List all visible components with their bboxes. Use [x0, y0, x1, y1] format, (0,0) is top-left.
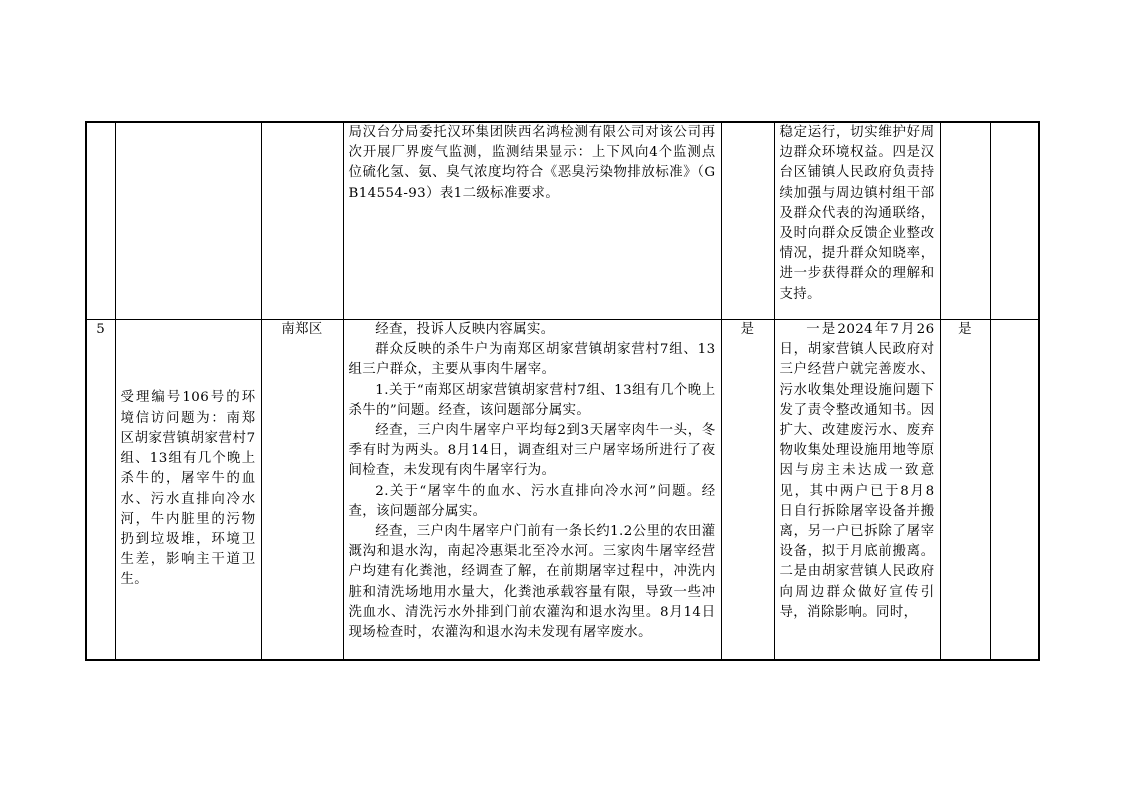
cell-measures: 一是2024年7月26日，胡家营镇人民政府对三户经营户就完善废水、污水收集处理设施问题下发了责令整改通知书。因扩大、改建废污水、废弃物收集处理设施用地等原因与房主未达成一致意见，其中两户已于8月8日自行拆除屠宰设备并搬离，另一户已拆除了屠宰设备，拟于月底前搬离。二是由胡家营镇人民政府向周边群众做好宣传引导，消除影响。同时，	[774, 320, 940, 661]
findings-paragraph: 局汉台分局委托汉环集团陕西名鸿检测有限公司对该公司再次开展厂界废气监测，监测结果显示：上下风向4个监测点位硫化氢、氨、臭气浓度均符合《恶臭污染物排放标准》（GB14554-93）表1二级标准要求。	[348, 125, 716, 201]
findings-paragraph: 1.关于“南郑区胡家营镇胡家营村7组、13组有几个晚上杀牛的”问题。经查，该问题部分属实。	[348, 382, 716, 418]
cell-district: 南郑区	[261, 320, 343, 661]
cell-measures: 稳定运行，切实维护好周边群众环境权益。四是汉台区铺镇人民政府负责持续加强与周边镇村组干部及群众代表的沟通联络，及时向群众反馈企业整改情况，提升群众知晓率，进一步获得群众的理解和支持。	[774, 122, 940, 320]
cell-verified	[721, 122, 774, 320]
findings-paragraph: 经查，投诉人反映内容属实。	[375, 322, 555, 337]
cell-complaint	[115, 122, 261, 320]
cell-findings	[343, 122, 721, 320]
cell-complaint: 受理编号106号的环境信访问题为：南郑区胡家营镇胡家营村7组、13组有几个晚上杀牛的，屠宰牛的血水、污水直排向冷水河，牛内脏里的污物扔到垃圾堆，环境卫生差，影响主干道卫生。	[115, 320, 261, 661]
cell-extra	[990, 122, 1039, 320]
cell-findings	[343, 320, 721, 661]
cell-verified: 是	[721, 320, 774, 661]
findings-paragraph: 经查，三户肉牛屠宰户门前有一条长约1.2公里的农田灌溉沟和退水沟，南起冷惠渠北至冷水河。三家肉牛屠宰经营户均建有化粪池，经调查了解，在前期屠宰过程中，冲洗内脏和清洗场地用水量大，化粪池承载容量有限，导致一些冲洗血水、清洗污水外排到门前农灌沟和退水沟里。8月14日现场检查时，农灌沟和退水沟未发现有屠宰废水。	[348, 524, 716, 641]
table-row	[86, 122, 1039, 320]
cell-rectified: 是	[940, 320, 990, 661]
cell-district	[261, 122, 343, 320]
cell-number: 5	[86, 320, 115, 661]
cell-number	[86, 122, 115, 320]
table-row	[86, 320, 1039, 661]
cell-rectified	[940, 122, 990, 320]
findings-paragraph: 2.关于“屠宰牛的血水、污水直排向冷水河”问题。经查，该问题部分属实。	[348, 483, 716, 519]
petition-table	[85, 121, 1040, 661]
cell-extra	[990, 320, 1039, 661]
findings-paragraph: 群众反映的杀牛户为南郑区胡家营镇胡家营村7组、13组三户群众，主要从事肉牛屠宰。	[348, 342, 716, 378]
findings-paragraph: 经查，三户肉牛屠宰户平均每2到3天屠宰肉牛一头，冬季有时为两头。8月14日，调查组对三户屠宰场所进行了夜间检查，未发现有肉牛屠宰行为。	[348, 423, 716, 479]
